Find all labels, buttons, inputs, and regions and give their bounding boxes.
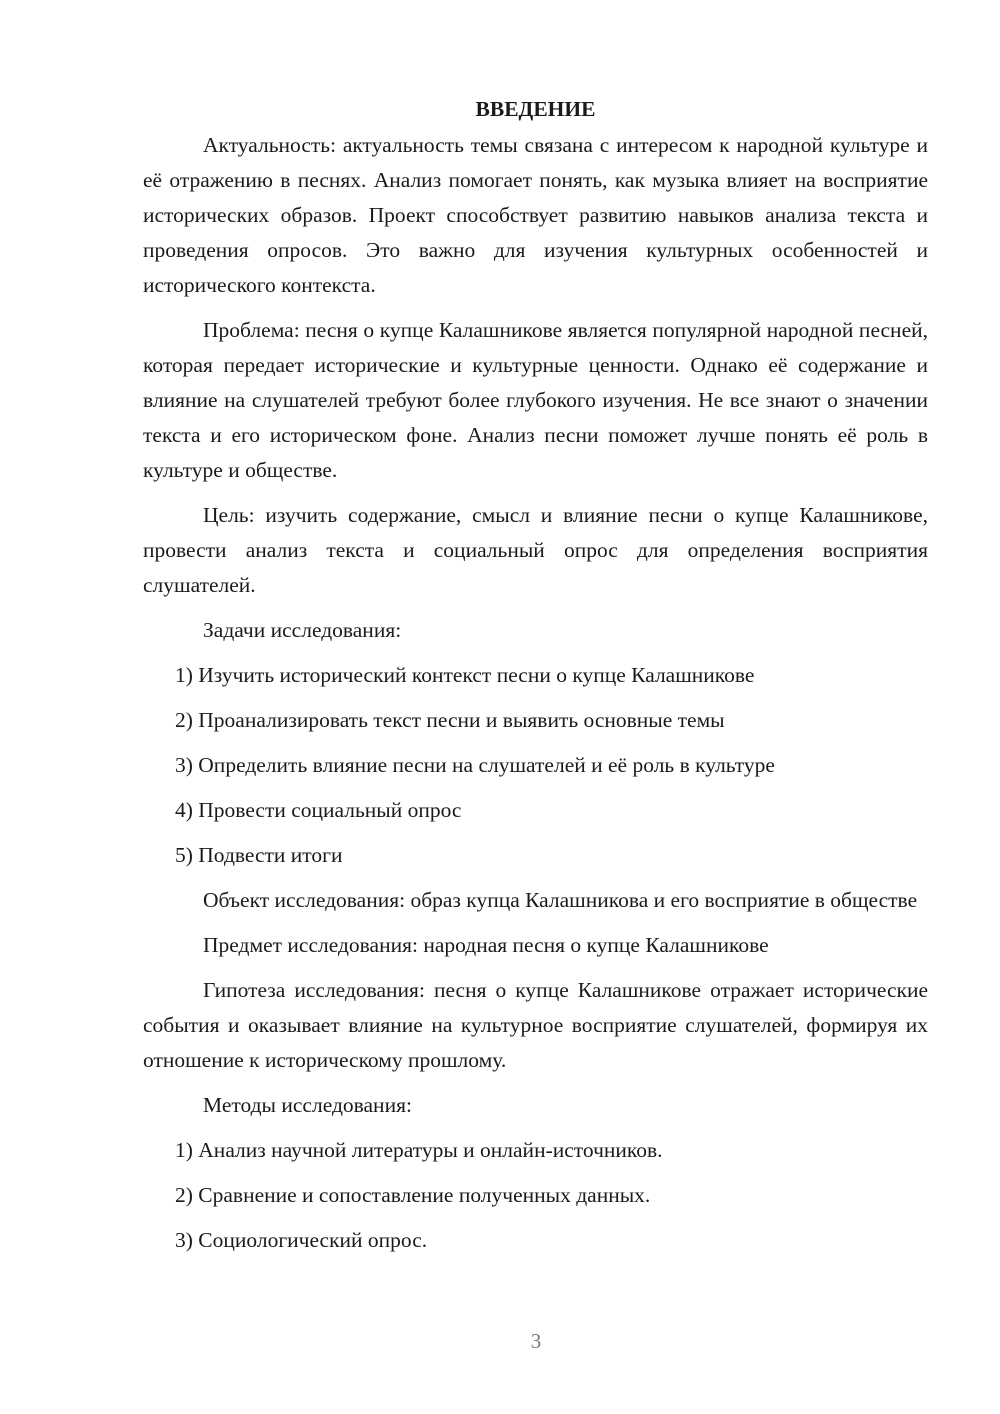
list-item: 2) Проанализировать текст песни и выявить основные темы: [175, 708, 725, 732]
tasks-heading: Задачи исследования:: [203, 618, 402, 642]
list-item: 2) Сравнение и сопоставление полученных данных.: [175, 1183, 651, 1207]
hypothesis-paragraph: Гипотеза исследования: песня о купце Калашникове отражает исторические события и оказывает влияние на культурное восприятие слушателей, формируя их отношение к историческому прошлому.: [143, 978, 928, 1072]
page-content: [143, 92, 928, 1268]
problem-paragraph: Проблема: песня о купце Калашникове является популярной народной песней, которая передает исторические и культурные ценности. Однако её содержание и влияние на слушателей требуют более глубокого изучения. Не все знают о значении текста и его историческом фоне. Анализ песни поможет лучше понять её роль в культуре и обществе.: [143, 318, 928, 482]
page-title: ВВЕДЕНИЕ: [475, 97, 596, 121]
methods-heading: Методы исследования:: [203, 1093, 412, 1117]
goal-paragraph: Цель: изучить содержание, смысл и влияние песни о купце Калашникове, провести анализ текста и социальный опрос для определения восприятия слушателей.: [143, 503, 928, 597]
list-item: 5) Подвести итоги: [175, 843, 343, 867]
list-item: 3) Социологический опрос.: [175, 1228, 428, 1252]
subject-paragraph: Предмет исследования: народная песня о купце Калашникове: [203, 933, 769, 957]
list-item: 1) Изучить исторический контекст песни о купце Калашникове: [175, 663, 755, 687]
list-item: 1) Анализ научной литературы и онлайн-источников.: [175, 1138, 663, 1162]
relevance-paragraph: Актуальность: актуальность темы связана с интересом к народной культуре и её отражению в песнях. Анализ помогает понять, как музыка влияет на восприятие исторических образов. Проект способствует развитию навыков анализа текста и проведения опросов. Это важно для изучения культурных особенностей и исторического контекста.: [143, 133, 928, 297]
page-number: 3: [530, 1329, 542, 1353]
list-item: 4) Провести социальный опрос: [175, 798, 462, 822]
object-paragraph: Объект исследования: образ купца Калашникова и его восприятие в обществе: [203, 888, 918, 912]
tasks-list: [143, 658, 928, 873]
list-item: 3) Определить влияние песни на слушателей и её роль в культуре: [175, 753, 775, 777]
methods-list: [143, 1133, 928, 1258]
